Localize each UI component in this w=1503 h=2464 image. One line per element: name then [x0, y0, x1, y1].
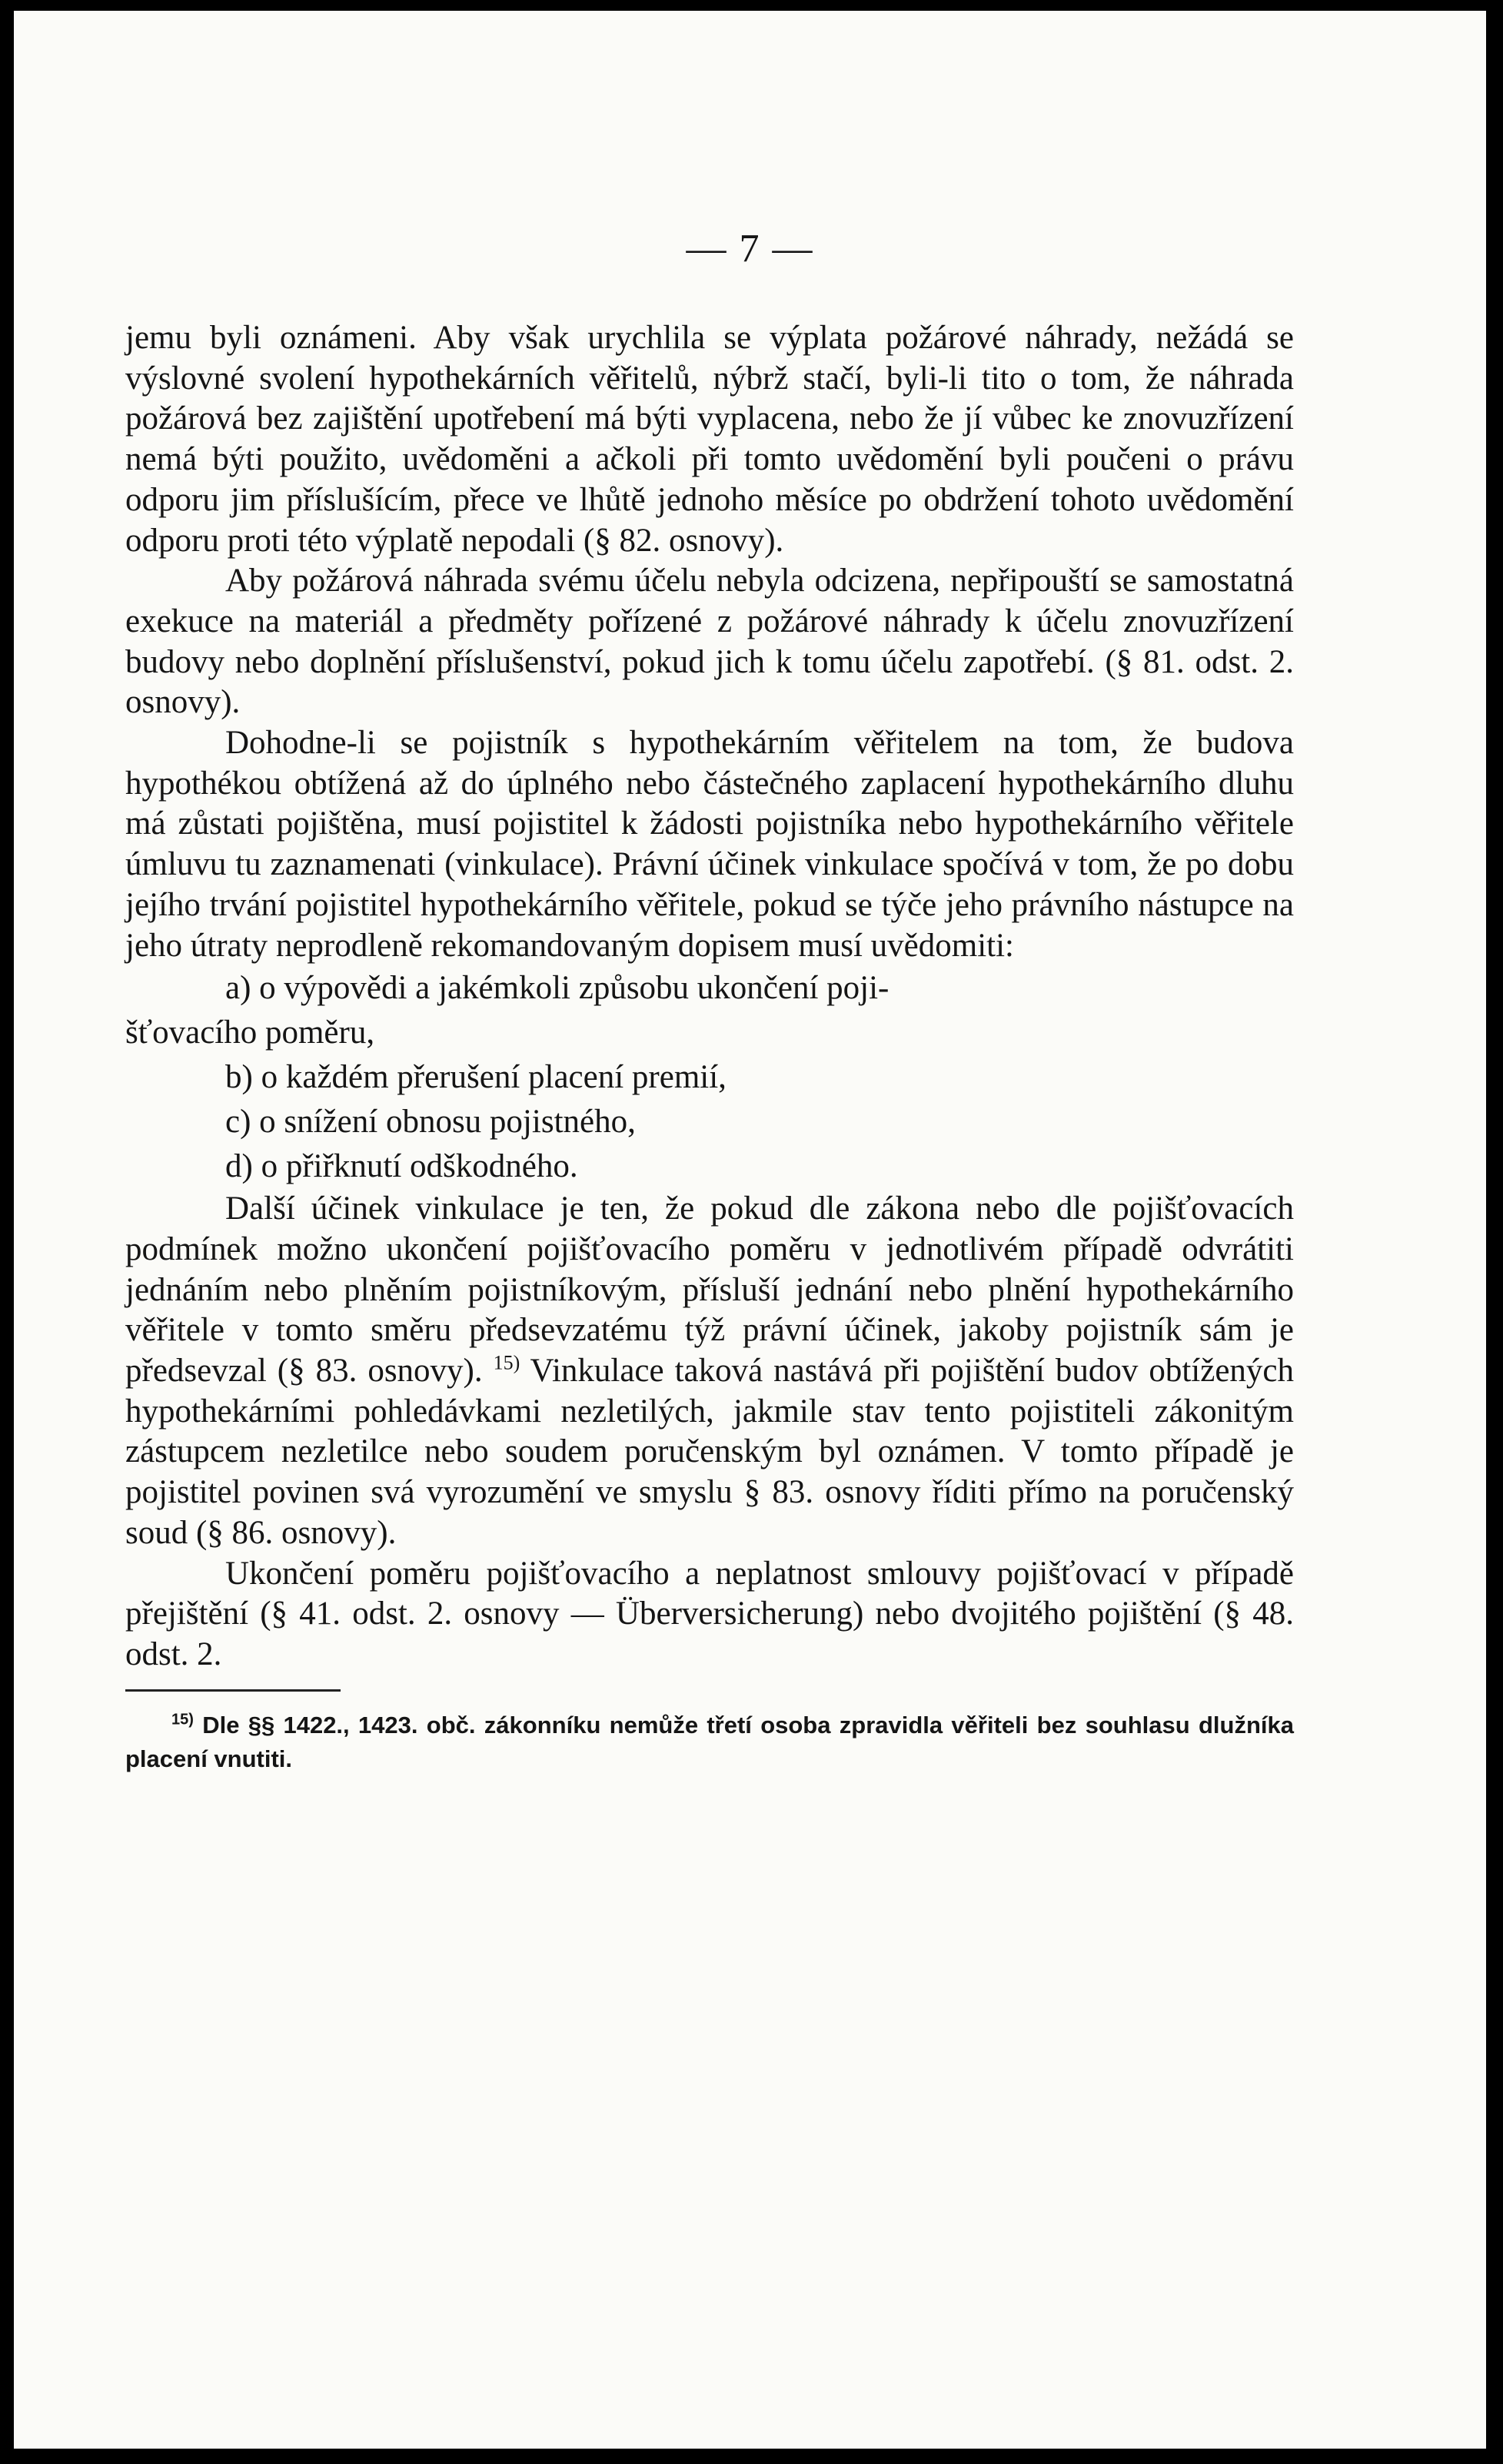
text-block [125, 318, 1294, 1776]
paragraph-fire-compensation: Aby požárová náhrada svému účelu nebyla odcizena, nepřipouští se samostatná exekuce na materiál a předměty pořízené z požárové náhrady k účelu znovuzřízení budovy nebo doplnění příslušenství, pokud jich k tomu účelu zapotřebí. (§ 81. odst. 2. osnovy). [125, 563, 1294, 721]
list-item-d [125, 1144, 1294, 1189]
list-item-b-text: b) o každém přerušení placení premií, [225, 1059, 727, 1096]
footnote-text: Dle §§ 1422., 1423. obč. zákonníku nemůže třetí osoba zpravidla věřiteli bez souhlasu dlužníka placení vnutiti. [125, 1711, 1294, 1772]
paragraph-further-effect-part1: Další účinek vinkulace je ten, že pokud dle zákona nebo dle pojišťovacích podmínek možno ukončení pojišťovacího poměru v jednotlivém případě odvrátiti jednáním nebo plněním pojistníkovým, přísluší jednání nebo plnění hypothekárního věřitele v tomto směru předsevzatému týž právní účinek, jakoby pojistník sám je předsevzal (§ 83. osnovy). [125, 1190, 1294, 1390]
footnote-divider [125, 1689, 341, 1692]
page-number: — 7 — [686, 227, 814, 271]
paragraph-vinculation: Dohodne-li se pojistník s hypothekárním věřitelem na tom, že budova hypothékou obtížená až do úplného nebo částečného zaplacení hypothekárního dluhu má zůstati pojištěna, musí pojistitel k žádosti pojistníka nebo hypothekárního věřitele úmluvu tu zaznamenati (vinkulace). Právní účinek vinkulace spočívá v tom, že po dobu jejího trvání pojistitel hypothekárního věřitele, pokud se týče jeho právního nástupce na jeho útraty neprodleně rekomandovaným dopisem musí uvědomiti: [125, 725, 1294, 964]
list-item-c [125, 1100, 1294, 1144]
paragraph-further-effect-part2: Vinkulace taková nastává při pojištění budov obtížených hypothekárními pohledávkami nezletilých, jakmile stav tento pojistiteli zákonitým zástupcem nezletilce nebo soudem poručenským byl oznámen. V tomto případě je pojistitel povinen svá vyrozumění ve smyslu § 83. osnovy říditi přímo na poručenský soud (§ 86. osnovy). [125, 1353, 1295, 1551]
body-text [125, 318, 1294, 1675]
list-item-a [125, 966, 1294, 1055]
paragraph-further-effect [125, 1189, 1294, 1553]
list-item-a-line1: a) o výpovědi a jakémkoli způsobu ukončení poji- [225, 970, 889, 1007]
list-item-b [125, 1055, 1294, 1100]
list-item-d-text: d) o přiřknutí odškodného. [225, 1148, 578, 1185]
list-item-c-text: c) o snížení obnosu pojistného, [225, 1104, 636, 1141]
footnote [125, 1709, 1294, 1776]
footnote-reference: 15) [493, 1351, 520, 1374]
book-page [14, 11, 1486, 2449]
paragraph-termination: Ukončení poměru pojišťovacího a neplatnost smlouvy pojišťovací v případě přejištění (§ 41. odst. 2. osnovy — Überversicherung) nebo dvojitého pojištění (§ 48. odst. 2. [125, 1555, 1294, 1672]
paragraph-continuation: jemu byli oznámeni. Aby však urychlila se výplata požárové náhrady, nežádá se výslovné svolení hypothekárních věřitelů, nýbrž stačí, byli-li tito o tom, že náhrada požárová bez zajištění upotřebení má býti vyplacena, nebo že jí vůbec ke znovuzřízení nemá býti použito, uvědoměni a ačkoli při tomto uvědomění byli poučeni o právu odporu jim příslušícím, přece ve lhůtě jednoho měsíce po obdržení tohoto uvědomění odporu proti této výplatě nepodali (§ 82. osnovy). [125, 320, 1294, 559]
footnote-marker: 15) [171, 1711, 194, 1728]
list-item-a-line2: šťovacího poměru, [125, 1014, 375, 1051]
